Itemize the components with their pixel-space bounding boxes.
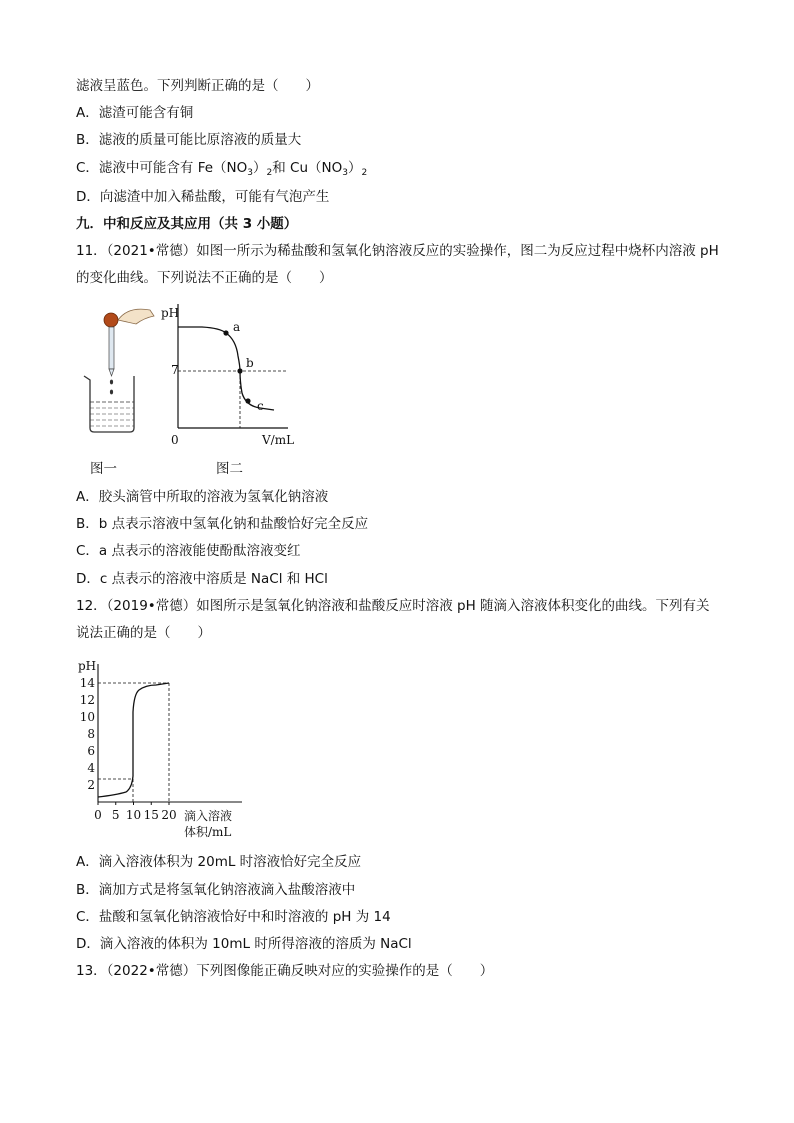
y-tick-label: 4 [87, 761, 95, 775]
x-axis-label: V/mL [262, 433, 295, 447]
hand-illustration [118, 309, 154, 324]
subscript: 2 [266, 168, 273, 178]
q11-figure1-dropper-beaker [80, 302, 160, 434]
y-tick-label: 10 [79, 710, 95, 724]
point-a [223, 330, 228, 335]
q12-option-a: A．滴入溶液体积为 20mL 时溶液恰好完全反应 [76, 854, 362, 870]
drop [110, 380, 113, 385]
q12-stem-line2: 说法正确的是（ ） [76, 625, 211, 641]
x-tick-label: 15 [143, 808, 159, 822]
label-a: a [233, 320, 241, 334]
subscript: 3 [342, 168, 348, 178]
q13-stem: 13．（2022•常德）下列图像能正确反映对应的实验操作的是（ ） [76, 963, 494, 979]
y-tick-label: 12 [79, 693, 95, 707]
x-tick-label: 20 [161, 808, 177, 822]
q12-stem-line1: 12．（2019•常德）如图所示是氢氧化钠溶液和盐酸反应时溶液 pH 随滴入溶液体积变化的曲线。下列有关 [76, 598, 710, 614]
q12-option-d: D．滴入溶液的体积为 10mL 时所得溶液的溶质为 NaCl [76, 936, 412, 952]
subscript: 2 [361, 168, 368, 178]
y-tick-label: 8 [87, 727, 95, 741]
q11-stem-line2: 的变化曲线。下列说法不正确的是（ ） [76, 270, 333, 286]
point-c [245, 398, 250, 403]
q11-figure2-caption: 图二 [216, 461, 243, 477]
q11-figure1-caption: 图一 [90, 461, 117, 477]
y-axis-label: pH [78, 659, 97, 673]
dropper-bulb [104, 313, 118, 327]
ph-curve [178, 327, 274, 410]
q11-stem-line1: 11．（2021•常德）如图一所示为稀盐酸和氢氧化钠溶液反应的实验操作，图二为反应过程中烧杯内溶液 pH [76, 243, 719, 259]
y-tick-label: 6 [87, 744, 95, 758]
prev-option-d: D．向滤渣中加入稀盐酸，可能有气泡产生 [76, 189, 330, 205]
y-axis-label: pH [161, 306, 180, 320]
x-axis-label-line2: 体积/mL [184, 825, 232, 839]
q12-option-c: C．盐酸和氢氧化钠溶液恰好中和时溶液的 pH 为 14 [76, 909, 391, 925]
dropper-tube [109, 327, 114, 369]
x-tick-label: 0 [94, 808, 102, 822]
prev-option-c-pre: C．滤液中可能含有 Fe（NO [76, 160, 248, 176]
y-tick-label: 14 [79, 676, 95, 690]
beaker [84, 376, 134, 432]
x-axis-label-line1: 滴入溶液 [184, 809, 233, 823]
drop [110, 390, 113, 395]
prev-question-stem: 滤液呈蓝色。下列判断正确的是（ ） [76, 78, 319, 94]
prev-option-c-and: 和 Cu（NO [272, 160, 343, 176]
q11-figure2-ph-curve [160, 300, 310, 450]
q11-option-d: D．c 点表示的溶液中溶质是 NaCl 和 HCl [76, 571, 328, 587]
section-title: 九．中和反应及其应用（共 3 小题） [76, 216, 298, 232]
prev-option-b: B．滤液的质量可能比原溶液的质量大 [76, 132, 302, 148]
subscript: 3 [247, 168, 254, 178]
y-tick-7: 7 [171, 363, 179, 377]
prev-option-c [76, 159, 367, 182]
y-tick-label: 2 [87, 778, 95, 792]
prev-option-a: A．滤渣可能含有铜 [76, 105, 194, 121]
point-b [237, 368, 242, 373]
dropper-tip [109, 369, 114, 376]
x-tick-label: 10 [125, 808, 142, 822]
q11-option-a: A．胶头滴管中所取的溶液为氢氧化钠溶液 [76, 489, 329, 505]
label-c: c [257, 399, 264, 413]
q11-option-c: C．a 点表示的溶液能使酚酞溶液变红 [76, 543, 301, 559]
x-tick-label: 5 [111, 808, 120, 822]
label-b: b [246, 356, 254, 370]
titration-curve [98, 683, 169, 797]
origin-label: 0 [171, 433, 179, 447]
prev-option-c-end: ） [347, 160, 362, 176]
prev-option-c-mid: ） [253, 160, 267, 176]
q11-option-b: B．b 点表示溶液中氢氧化钠和盐酸恰好完全反应 [76, 516, 369, 532]
q12-ph-chart [76, 652, 256, 842]
q12-option-b: B．滴加方式是将氢氧化钠溶液滴入盐酸溶液中 [76, 882, 356, 898]
